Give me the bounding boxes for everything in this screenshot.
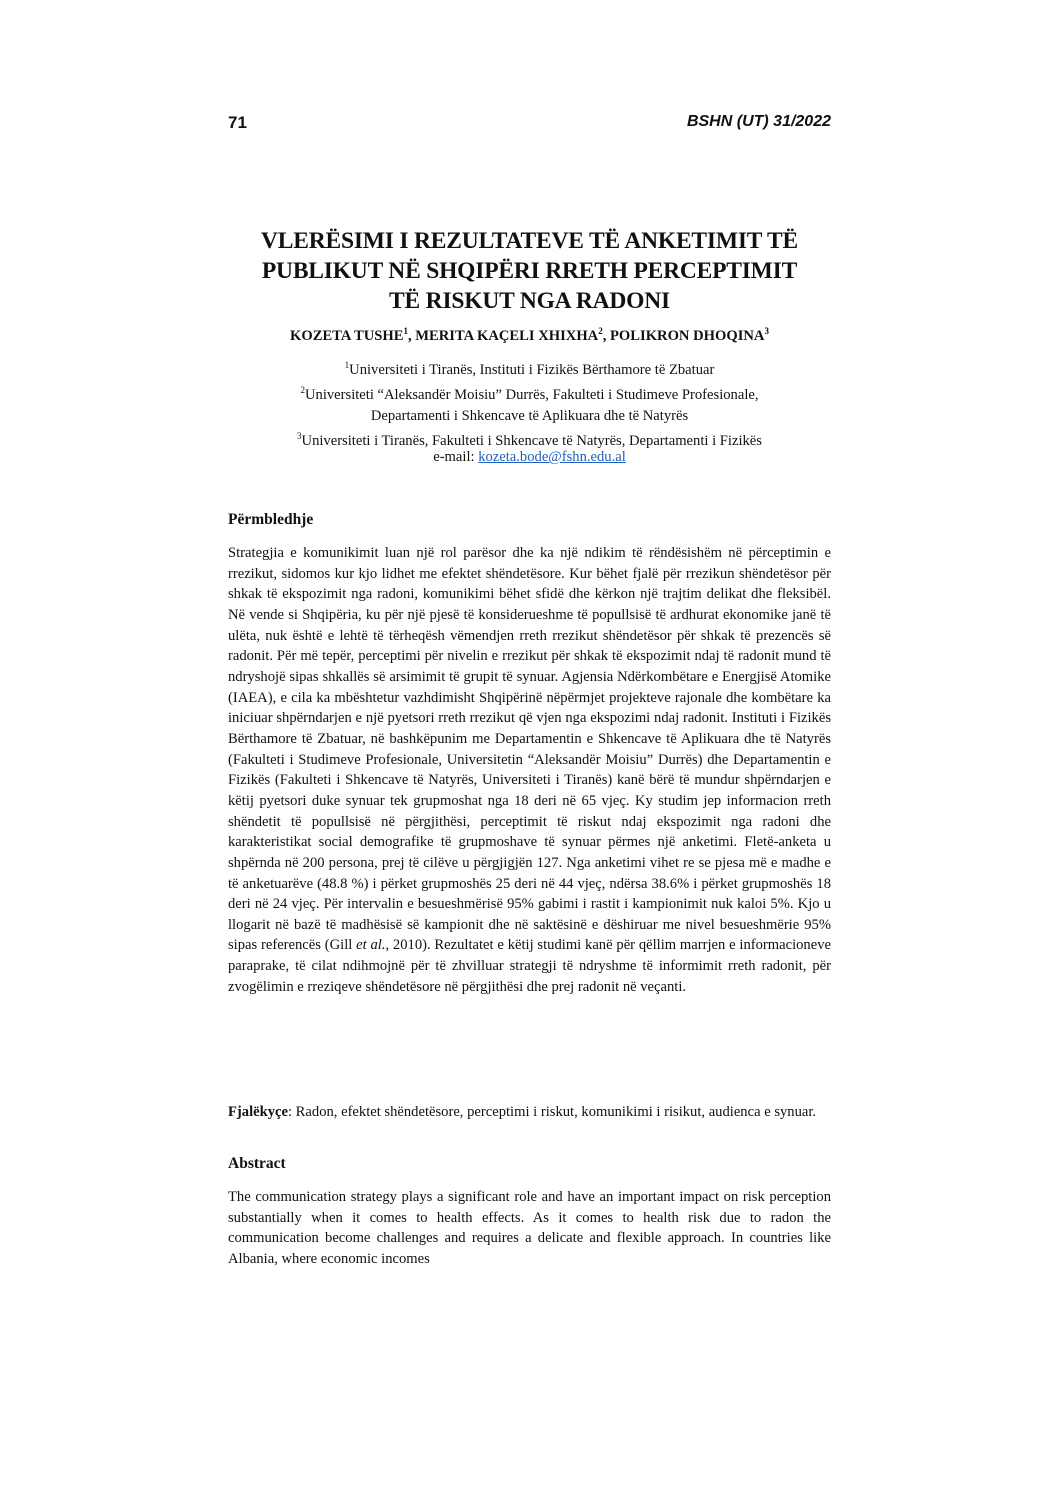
- author-name: KOZETA TUSHE: [290, 327, 404, 344]
- affiliation-line: [228, 426, 831, 451]
- affiliation-text: Universiteti i Tiranës, Instituti i Fizikës Bërthamore të Zbatuar: [349, 361, 715, 378]
- email-label: e-mail:: [433, 449, 479, 465]
- affiliation-text: Departamenti i Shkencave të Aplikuara dhe të Natyrës: [370, 407, 689, 424]
- author-name: MERITA KAÇELI XHIXHA: [415, 327, 599, 344]
- author-separator: ,: [407, 327, 416, 344]
- paper-title: [228, 226, 831, 316]
- author-affiliation-mark: 3: [764, 326, 769, 336]
- journal-reference: BSHN (UT) 31/2022: [686, 113, 831, 130]
- affiliation-mark: 3: [297, 431, 302, 442]
- affiliation-line: [228, 380, 831, 405]
- page-number: 71: [228, 113, 247, 132]
- citation-italic: et al.: [356, 937, 386, 954]
- abstract-en-text: The communication strategy plays a significant role and have an important impact on risk perception substantially when it comes to health effects. As it comes to health risk due to radon the communication become challenges and requires a delicate and flexible approach. In countries like Albania, where economic incomes: [228, 1189, 831, 1267]
- email-line: [228, 449, 831, 466]
- author-list: [228, 326, 831, 345]
- author-affiliation-mark: 1: [403, 326, 408, 336]
- affiliation-line: [228, 355, 831, 380]
- keywords-text: : Radon, efektet shëndetësore, perceptimi i riskut, komunikimi i risikut, audienca e synuar.: [287, 1104, 817, 1120]
- affiliation-mark: 1: [344, 360, 350, 370]
- author-separator: ,: [602, 327, 611, 344]
- affiliation-mark: 2: [300, 385, 305, 396]
- abstract-sq-text: [228, 543, 831, 997]
- abstract-sq-heading: Përmbledhje: [228, 511, 314, 528]
- title-line: PUBLIKUT NË SHQIPËRI RRETH PERCEPTIMIT: [261, 258, 798, 284]
- email-link[interactable]: kozeta.bode@fshn.edu.al: [478, 449, 626, 465]
- abstract-sq-text-part: Strategjia e komunikimit luan një rol parësor dhe ka një ndikim të rëndësishëm në përceptimin e rrezikut, sidomos kur kjo lidhet me efektet shëndetësore. Kur bëhet fjalë për rrezikun shëndetësor për shkak të ekspozimit nga radoni, komunikimi bëhet sfidë dhe kërkon një trajtim delikat dhe fleksibël. Në vende si Shqipëria, ku për një pjesë të konsiderueshme të popullsisë të ardhurat ekonomike janë të ulëta, nuk është e lehtë të tërheqësh vëmendjen rreth rrezikut shëndetësor për shkak të prezencës së radonit. Për më tepër, perceptimi për nivelin e rrezikut për shkak të ekspozimit ndaj të radonit mund të ndryshojë sipas shkallës së arsimimit të grupit të synuar. Agjensia Ndërkombëtare e Energjisë Atomike (IAEA), e cila ka mbështetur vazhdimisht Shqipërinë nëpërmjet projekteve rajonale dhe kombëtare ka iniciuar shpërndarjen e një pyetsori rreth rrezikut që vjen nga ekspozimi ndaj radonit. Instituti i Fizikës Bërthamore të Zbatuar, në bashkëpunim me Departamentin e Shkencave të Aplikuara dhe të Natyrës (Fakulteti i Studimeve Profesionale, Universitetin “Aleksandër Moisiu” Durrës) dhe Departamentin e Fizikës (Fakulteti i Shkencave të Natyrës, Universiteti i Tiranës) kanë bërë të mundur shpërndarjen e këtij pyetsori duke synuar tek grupmoshat nga 18 deri në 65 vjeç. Ky studim jep informacion rreth shëndetit të popullsisë në përgjithësi, perceptimit të riskut ndaj ekspozimit nga radoni dhe karakteristikat social demografike të grupmoshave të synuar përmes një anketimi. Fletë-anketa u shpërnda në 200 persona, prej të cilëve u përgjigjën 127. Nga anketimi vihet re se pjesa më e madhe e të anketuarëve (48.8 %) i përket grupmoshës 25 deri në 44 vjeç, ndërsa 38.6% i përket grupmoshës 18 deri në 24 vjeç. Për intervalin e besueshmërisë 95% gabimi i rastit i kampionimit nuk kaloi 5%. Kjo u llogarit në bazë të madhësisë së kampionit dhe në saktësinë e dëshiruar me nivel besueshmërie 95% sipas referencës (Gill: [228, 545, 831, 954]
- affiliations: [228, 355, 831, 452]
- keywords-label: Fjalëkyçe: [228, 1104, 288, 1120]
- title-line: VLERËSIMI I REZULTATEVE TË ANKETIMIT TË: [260, 228, 799, 254]
- affiliation-line: [228, 406, 831, 427]
- keywords: [228, 1102, 831, 1123]
- author-name: POLIKRON DHOQINA: [610, 327, 765, 344]
- author-affiliation-mark: 2: [598, 326, 603, 336]
- abstract-sq-text-part: , 2010). Rezultatet e këtij studimi kanë për qëllim marrjen e informacioneve paraprake, të cilat ndihmojnë për të zhvilluar strategji të ndryshme të informimit rreth radonit, për zvogëlimin e rreziqeve shëndetësore në përgjithësi dhe prej radonit në veçanti.: [228, 937, 831, 995]
- affiliation-text: Universiteti “Aleksandër Moisiu” Durrës, Fakulteti i Studimeve Profesionale,: [304, 387, 759, 404]
- title-line: TË RISKUT NGA RADONI: [389, 288, 670, 314]
- affiliation-text: Universiteti i Tiranës, Fakulteti i Shkencave të Natyrës, Departamenti i Fizikës: [301, 433, 762, 450]
- abstract-en-heading: Abstract: [228, 1155, 286, 1172]
